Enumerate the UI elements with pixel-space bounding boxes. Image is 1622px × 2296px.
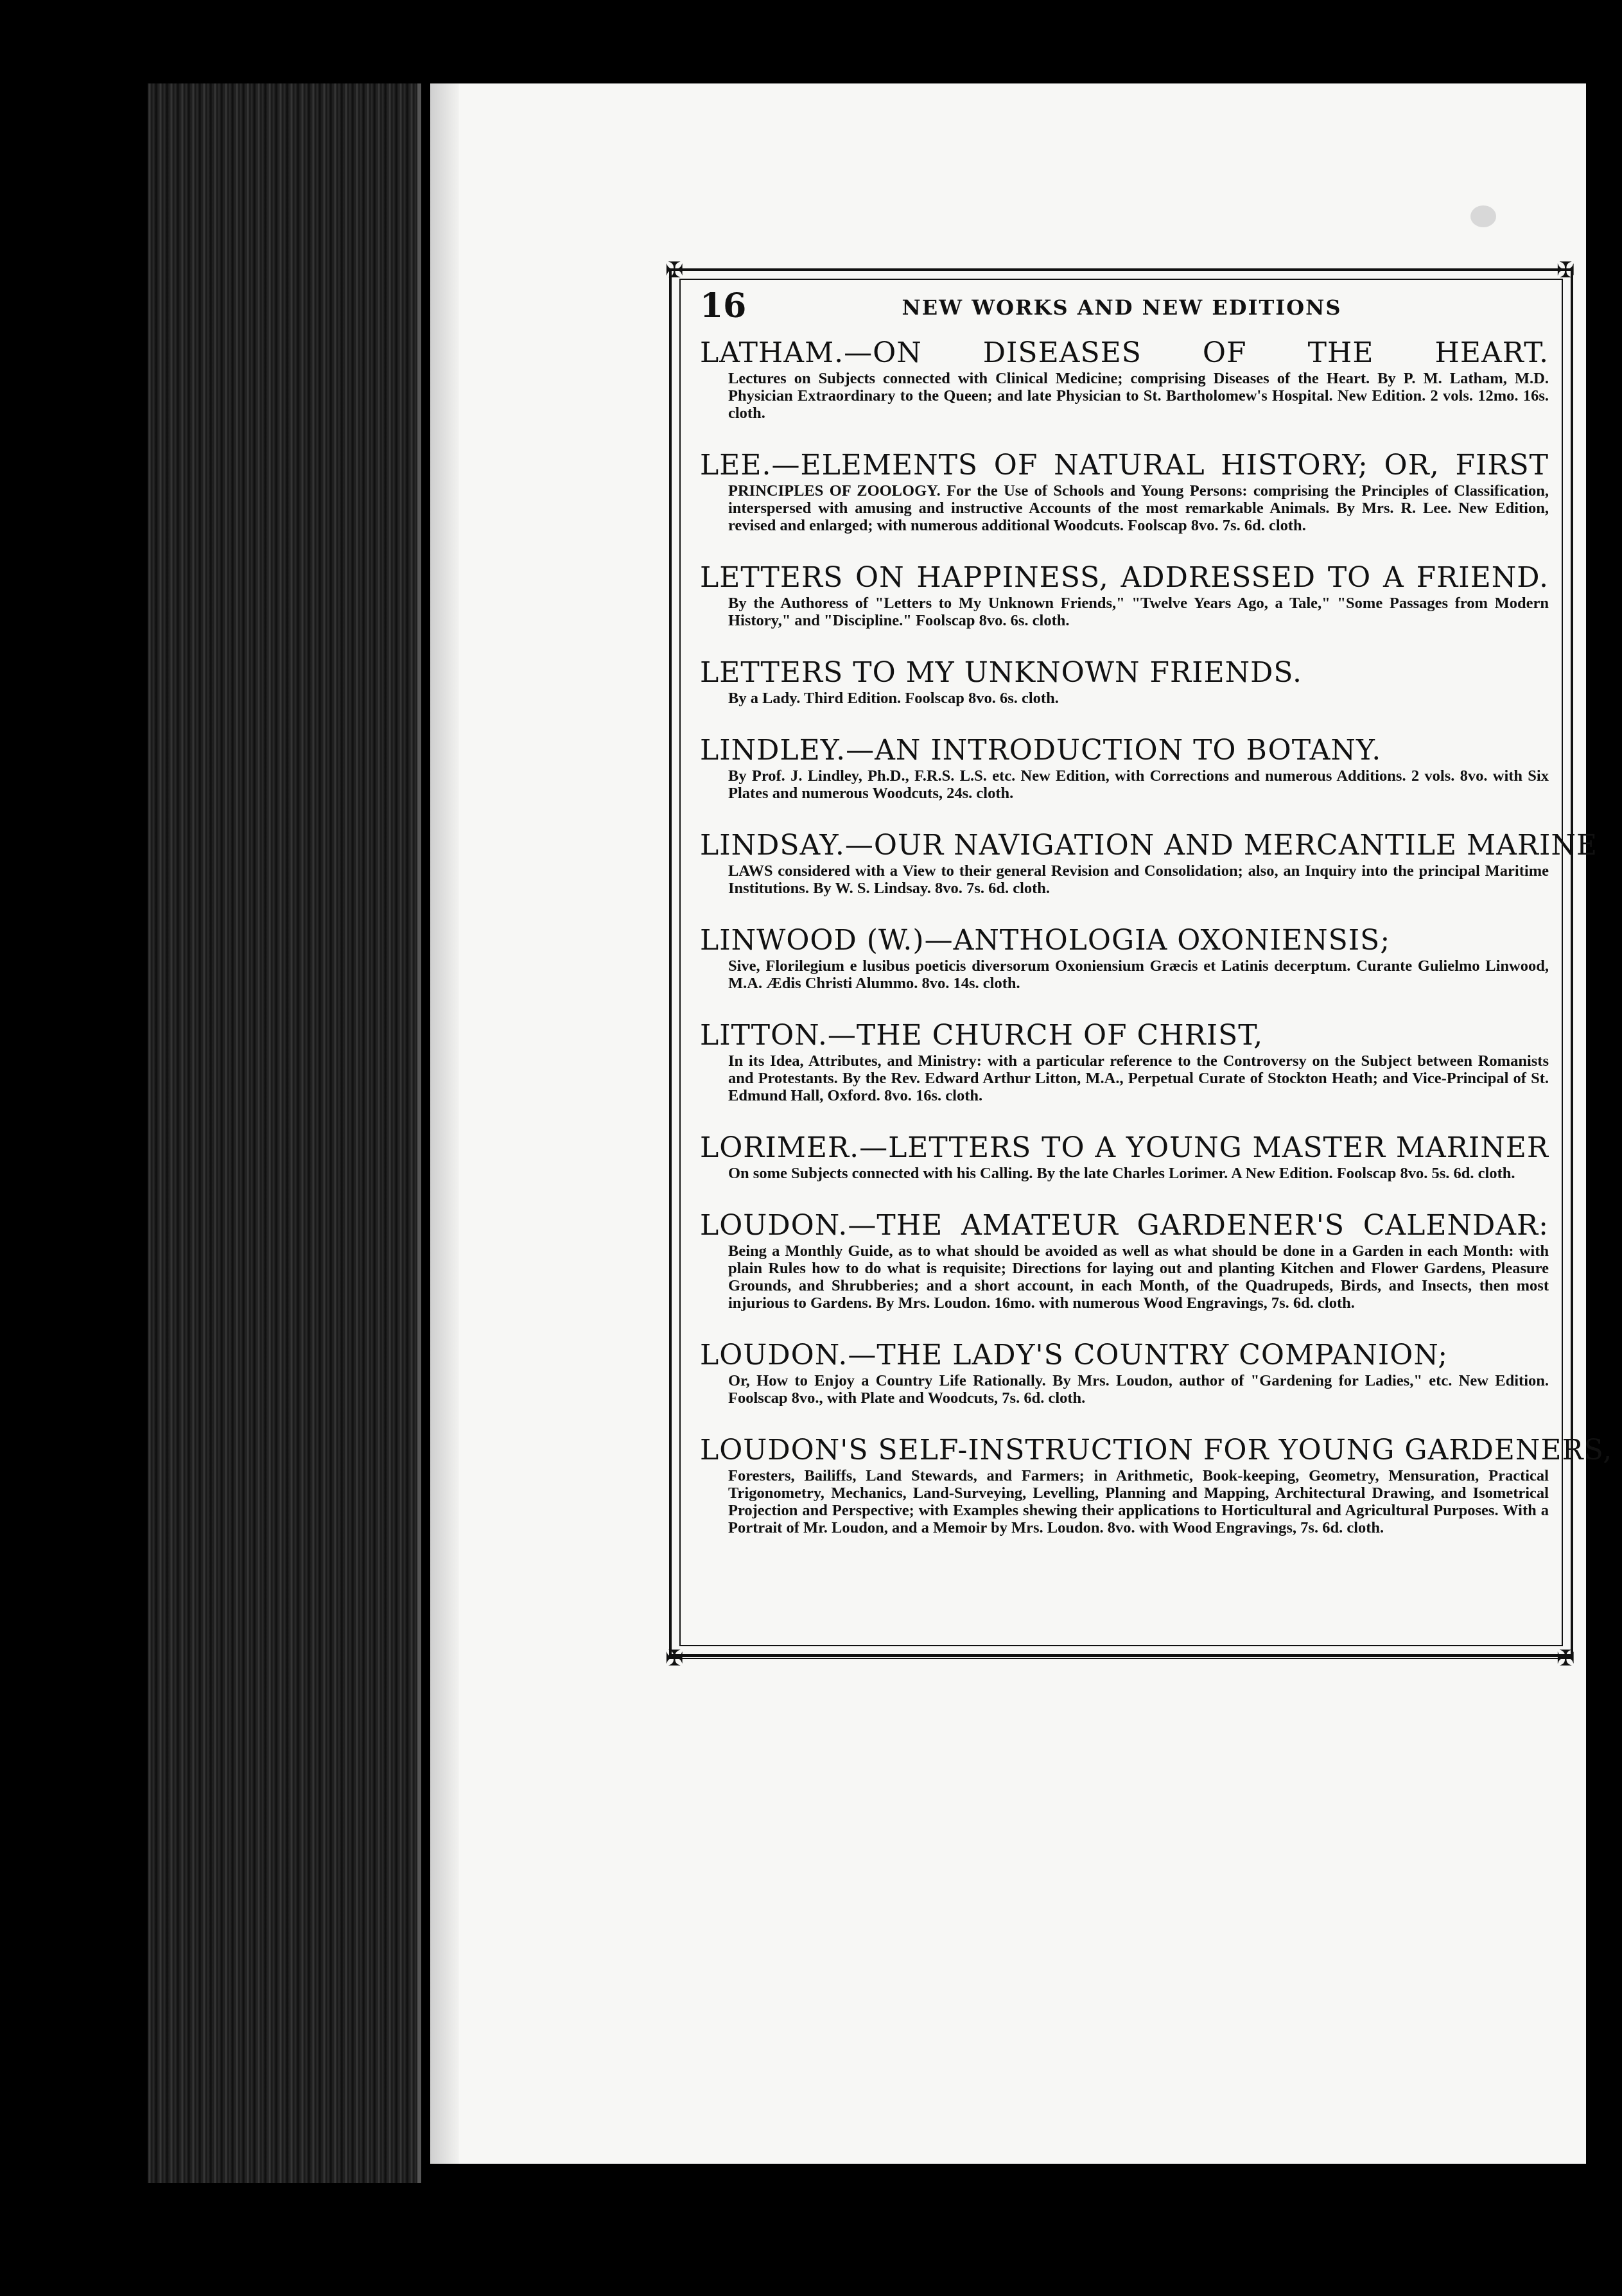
entry-title: LOUDON.—THE AMATEUR GARDENER'S CALENDAR: — [700, 1209, 1549, 1242]
list-item — [695, 1209, 1549, 1312]
list-item — [695, 656, 1549, 707]
entry-title: LATHAM.—ON DISEASES OF THE HEART. — [700, 336, 1549, 369]
entry-title: LETTERS ON HAPPINESS, ADDRESSED TO A FRIEND. — [700, 561, 1549, 594]
entry-description: By a Lady. Third Edition. Foolscap 8vo. 6s. cloth. — [728, 690, 1059, 707]
entry-description: By the Authoress of "Letters to My Unknown Friends," "Twelve Years Ago, a Tale," "Some Passages from Modern History," and "Discipline." Foolscap 8vo. 6s. cloth. — [728, 595, 1549, 629]
entry-title: LORIMER.—LETTERS TO A YOUNG MASTER MARINER — [700, 1131, 1549, 1164]
corner-ornament-top-right: ✠ — [1557, 257, 1575, 283]
list-item — [695, 1339, 1549, 1407]
page-number: 16 — [700, 286, 747, 326]
entry-title: LINWOOD (W.)—ANTHOLOGIA OXONIENSIS; — [700, 924, 1391, 957]
entry-title: LINDSAY.—OUR NAVIGATION AND MERCANTILE MARINE — [700, 829, 1598, 862]
list-item — [695, 734, 1549, 802]
book-page-edges — [148, 83, 421, 2183]
list-item — [695, 1019, 1549, 1104]
entry-description: Sive, Florilegium e lusibus poeticis diversorum Oxoniensium Græcis et Latinis decerptum. Curante Gulielmo Linwood, M.A. Ædis Christi Alummo. 8vo. 14s. cloth. — [728, 957, 1549, 992]
entry-description: Being a Monthly Guide, as to what should be avoided as well as what should be done in a Garden in each Month: with plain Rules how to do what is requisite; Directions for laying out and planting Kitchen and Flower Gardens, Pleasure Grounds, and Shrubberies; and a short account, in each Month, of the Quadrupeds, Birds, and Insects, then most injurious to Gardens. By Mrs. Loudon. 16mo. with numerous Wood Engravings, 7s. 6d. cloth. — [728, 1242, 1549, 1312]
entry-description: Or, How to Enjoy a Country Life Rationally. By Mrs. Loudon, author of "Gardening for Ladies," etc. New Edition. Foolscap 8vo., with Plate and Woodcuts, 7s. 6d. cloth. — [728, 1372, 1549, 1407]
list-item — [695, 829, 1598, 897]
entry-title: LINDLEY.—AN INTRODUCTION TO BOTANY. — [700, 734, 1382, 767]
entry-title: LETTERS TO MY UNKNOWN FRIENDS. — [700, 656, 1302, 689]
entry-title: LOUDON.—THE LADY'S COUNTRY COMPANION; — [700, 1339, 1449, 1371]
running-head-title: NEW WORKS AND NEW EDITIONS — [902, 295, 1342, 320]
list-item — [695, 1131, 1549, 1182]
corner-ornament-bottom-right: ✠ — [1557, 1646, 1575, 1671]
corner-ornament-bottom-left: ✠ — [665, 1646, 684, 1671]
corner-ornament-top-left: ✠ — [665, 257, 684, 283]
entry-description: On some Subjects connected with his Calling. By the late Charles Lorimer. A New Edition. Foolscap 8vo. 5s. 6d. cloth. — [728, 1165, 1515, 1182]
entry-description: LAWS considered with a View to their general Revision and Consolidation; also, an Inquiry into the principal Maritime Institutions. By W. S. Lindsay. 8vo. 7s. 6d. cloth. — [728, 862, 1549, 897]
list-item — [695, 561, 1549, 629]
list-item — [695, 336, 1549, 422]
entry-description: PRINCIPLES OF ZOOLOGY. For the Use of Schools and Young Persons: comprising the Principles of Classification, interspersed with amusing and instructive Accounts of the most remarkable Animals. By Mrs. R. Lee. New Edition, revised and enlarged; with numerous additional Woodcuts. Foolscap 8vo. 7s. 6d. cloth. — [728, 482, 1549, 534]
list-item — [695, 449, 1549, 534]
paper-speck — [1470, 205, 1496, 227]
entry-title: LITTON.—THE CHURCH OF CHRIST, — [700, 1019, 1264, 1052]
entry-description: Foresters, Bailiffs, Land Stewards, and Farmers; in Arithmetic, Book-keeping, Geometry, Mensuration, Practical Trigonometry, Mechanics, Land-Surveying, Levelling, Planning and Mapping, Architectural Drawing, and Isometrical Projection and Perspective; with Examples shewing their applications to Horticultural and Agricultural Purposes. With a Portrait of Mr. Loudon, and a Memoir by Mrs. Loudon. 8vo. with Wood Engravings, 7s. 6d. cloth. — [728, 1467, 1549, 1536]
bottom-double-rule — [669, 1655, 1573, 1659]
running-head — [695, 286, 1549, 331]
entries — [695, 336, 1613, 1536]
entry-title: LEE.—ELEMENTS OF NATURAL HISTORY; OR, FIRST — [700, 449, 1549, 482]
list-item — [695, 924, 1549, 992]
entry-title: LOUDON'S SELF-INSTRUCTION FOR YOUNG GARDENERS, — [700, 1434, 1613, 1466]
list-item — [695, 1434, 1613, 1536]
entry-description: Lectures on Subjects connected with Clinical Medicine; comprising Diseases of the Heart. By P. M. Latham, M.D. Physician Extraordinary to the Queen; and late Physician to St. Bartholomew's Hospital. New Edition. 2 vols. 12mo. 16s. cloth. — [728, 370, 1549, 422]
advertisement-list — [695, 286, 1613, 1635]
entry-description: In its Idea, Attributes, and Ministry: with a particular reference to the Controversy on the Subject between Romanists and Protestants. By the Rev. Edward Arthur Litton, M.A., Perpetual Curate of Stockton Heath; and Vice-Principal of St. Edmund Hall, Oxford. 8vo. 16s. cloth. — [728, 1052, 1549, 1104]
page-gutter-shadow — [430, 83, 459, 2164]
entry-description: By Prof. J. Lindley, Ph.D., F.R.S. L.S. etc. New Edition, with Corrections and numerous Additions. 2 vols. 8vo. with Six Plates and numerous Woodcuts, 24s. cloth. — [728, 767, 1549, 802]
